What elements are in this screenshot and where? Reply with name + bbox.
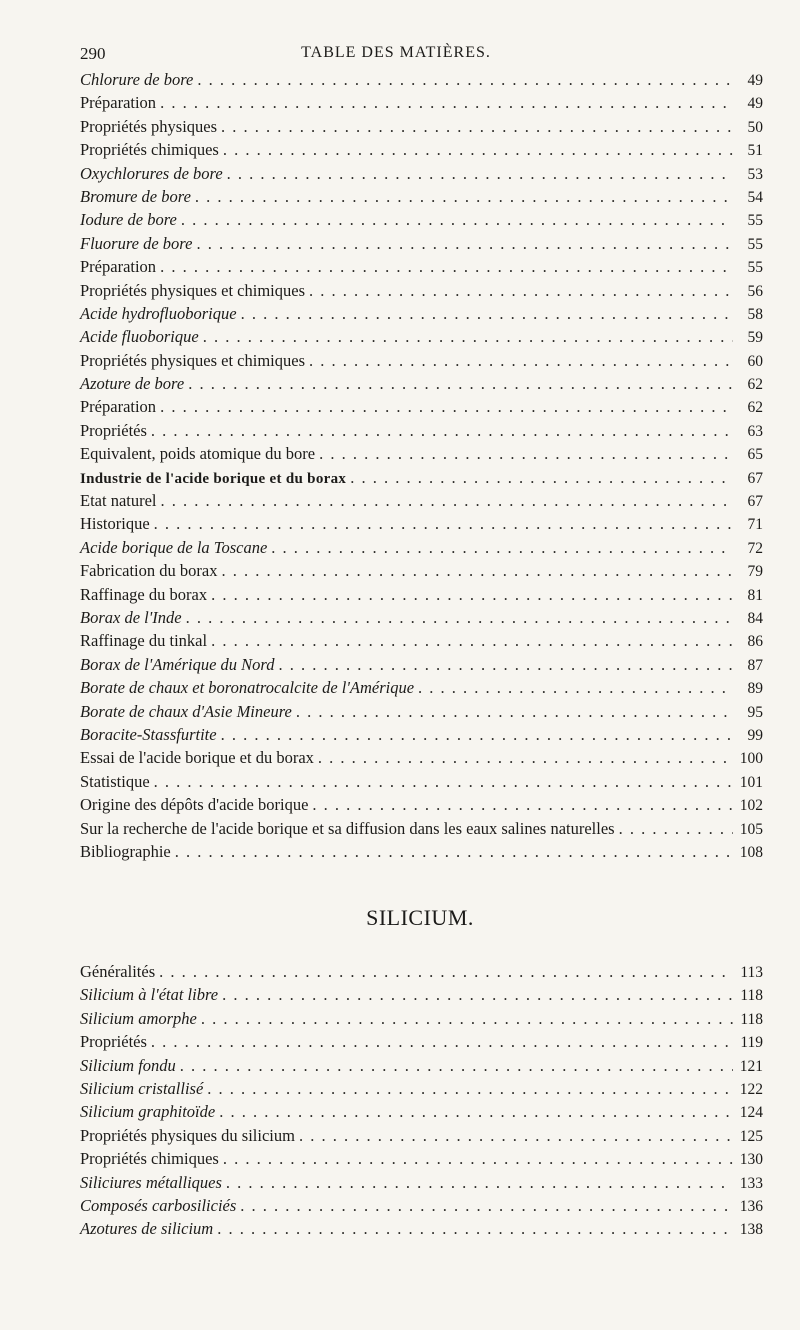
toc-entry-title: Historique xyxy=(80,514,150,534)
toc-entry xyxy=(80,1217,763,1240)
toc-entry-title: Origine des dépôts d'acide borique xyxy=(80,795,309,815)
toc-entry xyxy=(80,700,763,723)
toc-entry-title: Iodure de bore xyxy=(80,210,177,230)
toc-entry-page: 100 xyxy=(739,750,763,768)
toc-entry-page: 130 xyxy=(739,1151,763,1169)
toc-entry-title: Raffinage du tinkal xyxy=(80,631,208,651)
toc-entry-page: 119 xyxy=(740,1034,763,1052)
toc-entry-title: Silicium graphitoïde xyxy=(80,1102,216,1122)
toc-entry-title: Silicium amorphe xyxy=(80,1008,197,1028)
dot-leader xyxy=(180,1054,733,1077)
dot-leader xyxy=(221,723,733,746)
toc-entry-title: Azotures de silicium xyxy=(80,1219,214,1239)
toc-entry-page: 54 xyxy=(747,188,763,206)
dot-leader xyxy=(195,185,733,208)
dot-leader xyxy=(223,138,733,161)
section-heading-silicium: SILICIUM. xyxy=(366,905,474,930)
toc-entry xyxy=(80,419,763,442)
toc-entry xyxy=(80,489,763,512)
toc-entry-page: 108 xyxy=(739,843,763,861)
dot-leader xyxy=(299,1124,733,1147)
toc-entry-title: Statistique xyxy=(80,771,150,791)
toc-entry-title: Boracite-Stassfurtite xyxy=(80,724,217,744)
toc-entry xyxy=(80,583,763,606)
toc-entry xyxy=(80,1147,763,1170)
toc-entry xyxy=(80,770,763,793)
toc-entry-title: Fluorure de bore xyxy=(80,233,193,253)
toc-entry-title: Silicium cristallisé xyxy=(80,1078,204,1098)
dot-leader xyxy=(160,255,733,278)
toc-entry-page: 118 xyxy=(740,987,763,1005)
dot-leader xyxy=(226,1171,733,1194)
page-header xyxy=(80,44,712,68)
toc-entry xyxy=(80,255,763,278)
toc-entry-page: 118 xyxy=(740,1010,763,1028)
toc-entry-page: 71 xyxy=(747,516,763,534)
dot-leader xyxy=(197,68,733,91)
toc-entry-page: 62 xyxy=(747,399,763,417)
toc-entry xyxy=(80,279,763,302)
dot-leader xyxy=(186,606,733,629)
toc-entry-page: 99 xyxy=(747,726,763,744)
dot-leader xyxy=(151,1030,733,1053)
toc-entry-page: 55 xyxy=(747,259,763,277)
dot-leader xyxy=(241,302,733,325)
toc-entry-title: Propriétés chimiques xyxy=(80,140,219,160)
dot-leader xyxy=(181,208,733,231)
dot-leader xyxy=(217,1217,733,1240)
toc-entry-page: 125 xyxy=(739,1127,763,1145)
toc-entry xyxy=(80,840,763,863)
toc-entry-page: 63 xyxy=(747,422,763,440)
toc-entry-page: 62 xyxy=(747,376,763,394)
toc-entry-title: Silicium à l'état libre xyxy=(80,985,219,1005)
dot-leader xyxy=(160,395,733,418)
toc-entry-title: Siliciures métalliques xyxy=(80,1172,222,1192)
toc-entry-title: Borax de l'Inde xyxy=(80,607,182,627)
toc-entry-title: Equivalent, poids atomique du bore xyxy=(80,444,316,464)
toc-entry-title: Silicium fondu xyxy=(80,1055,176,1075)
toc-entry-page: 53 xyxy=(747,165,763,183)
dot-leader xyxy=(418,676,733,699)
toc-entry-title: Propriétés physiques xyxy=(80,116,218,136)
dot-leader xyxy=(207,1077,733,1100)
toc-entry-page: 55 xyxy=(747,212,763,230)
toc-entry xyxy=(80,232,763,255)
toc-entry-title: Essai de l'acide borique et du borax xyxy=(80,748,314,768)
toc-entry-title: Industrie de l'acide borique et du borax xyxy=(80,470,347,487)
dot-leader xyxy=(221,115,733,138)
toc-entry xyxy=(80,466,763,489)
dot-leader xyxy=(296,700,733,723)
toc-entry xyxy=(80,1100,763,1123)
toc-entry-page: 136 xyxy=(739,1197,763,1215)
toc-entry-page: 60 xyxy=(747,352,763,370)
toc-entry xyxy=(80,302,763,325)
toc-entry-title: Borax de l'Amérique du Nord xyxy=(80,654,275,674)
toc-entry xyxy=(80,115,763,138)
dot-leader xyxy=(203,325,733,348)
toc-entry-title: Propriétés chimiques xyxy=(80,1149,219,1169)
toc-entry-title: Propriétés xyxy=(80,1032,147,1052)
toc-entry-title: Etat naturel xyxy=(80,491,157,511)
dot-leader xyxy=(201,1007,733,1030)
toc-entry-title: Acide hydrofluoborique xyxy=(80,303,237,323)
toc-entry-page: 84 xyxy=(747,609,763,627)
toc-entry-title: Acide borique de la Toscane xyxy=(80,537,268,557)
toc-entry-page: 124 xyxy=(739,1104,763,1122)
dot-leader xyxy=(278,653,733,676)
toc-entry xyxy=(80,559,763,582)
toc-entry-title: Propriétés physiques et chimiques xyxy=(80,280,306,300)
toc-entry xyxy=(80,746,763,769)
toc-entry-page: 59 xyxy=(747,329,763,347)
dot-leader xyxy=(319,442,733,465)
toc-entry-title: Propriétés physiques et chimiques xyxy=(80,350,306,370)
dot-leader xyxy=(196,232,733,255)
toc-entry xyxy=(80,1054,763,1077)
dot-leader xyxy=(309,349,733,372)
toc-entry xyxy=(80,512,763,535)
toc-entry-title: Préparation xyxy=(80,257,157,277)
toc-entry xyxy=(80,1077,763,1100)
toc-entry-page: 121 xyxy=(739,1057,763,1075)
toc-entry-page: 58 xyxy=(747,305,763,323)
dot-leader xyxy=(211,629,733,652)
toc-entry-page: 101 xyxy=(739,773,763,791)
toc-entry-page: 72 xyxy=(747,539,763,557)
toc-entry-page: 51 xyxy=(747,142,763,160)
toc-entry xyxy=(80,793,763,816)
toc-entry xyxy=(80,138,763,161)
toc-entry-title: Bibliographie xyxy=(80,841,171,861)
dot-leader xyxy=(159,960,733,983)
dot-leader xyxy=(222,983,733,1006)
dot-leader xyxy=(151,419,733,442)
dot-leader xyxy=(160,91,733,114)
toc-entry-title: Propriétés xyxy=(80,420,147,440)
toc-entry-title: Bromure de bore xyxy=(80,186,191,206)
page-number: 290 xyxy=(80,44,106,63)
toc-entry-page: 50 xyxy=(747,118,763,136)
toc-entry xyxy=(80,162,763,185)
toc-entry-page: 81 xyxy=(747,586,763,604)
toc-entry-title: Sur la recherche de l'acide borique et sa diffusion dans les eaux salines naturelles xyxy=(80,818,615,838)
toc-entry xyxy=(80,983,763,1006)
toc-entry xyxy=(80,536,763,559)
toc-entry xyxy=(80,349,763,372)
dot-leader xyxy=(312,793,733,816)
dot-leader xyxy=(219,1100,733,1123)
toc-entry-page: 105 xyxy=(739,820,763,838)
toc-entry-page: 122 xyxy=(739,1080,763,1098)
toc-entry-page: 65 xyxy=(747,446,763,464)
toc-entry-page: 86 xyxy=(747,633,763,651)
toc-entry-title: Préparation xyxy=(80,397,157,417)
toc-entry-title: Borate de chaux et boronatrocalcite de l'Amérique xyxy=(80,678,415,698)
toc-entry-title: Préparation xyxy=(80,93,157,113)
toc-entry-title: Propriétés physiques du silicium xyxy=(80,1125,295,1145)
toc-entry-title: Composés carbosiliciés xyxy=(80,1195,237,1215)
toc-entry xyxy=(80,442,763,465)
toc-list-bore xyxy=(80,68,763,863)
toc-entry xyxy=(80,676,763,699)
toc-entry-page: 79 xyxy=(747,563,763,581)
toc-entry-page: 67 xyxy=(747,469,763,487)
toc-entry xyxy=(80,395,763,418)
toc-entry xyxy=(80,960,763,983)
toc-entry xyxy=(80,208,763,231)
toc-entry-page: 113 xyxy=(740,964,763,981)
toc-list-silicium xyxy=(80,960,763,1241)
toc-entry-page: 138 xyxy=(739,1221,763,1239)
toc-entry xyxy=(80,68,763,91)
toc-entry xyxy=(80,325,763,348)
toc-entry-page: 87 xyxy=(747,656,763,674)
dot-leader xyxy=(309,279,733,302)
toc-entry-page: 95 xyxy=(747,703,763,721)
dot-leader xyxy=(154,770,733,793)
toc-entry-page: 133 xyxy=(739,1174,763,1192)
dot-leader xyxy=(240,1194,733,1217)
dot-leader xyxy=(188,372,733,395)
toc-entry xyxy=(80,629,763,652)
toc-entry xyxy=(80,817,763,840)
toc-entry xyxy=(80,723,763,746)
dot-leader xyxy=(211,583,733,606)
dot-leader xyxy=(350,466,733,489)
toc-entry xyxy=(80,653,763,676)
dot-leader xyxy=(227,162,733,185)
running-title: TABLE DES MATIÈRES. xyxy=(301,44,491,61)
toc-entry-title: Chlorure de bore xyxy=(80,70,194,89)
toc-entry-page: 89 xyxy=(747,680,763,698)
dot-leader xyxy=(318,746,733,769)
toc-entry xyxy=(80,185,763,208)
toc-entry xyxy=(80,1124,763,1147)
toc-entry xyxy=(80,606,763,629)
toc-entry xyxy=(80,91,763,114)
toc-entry-title: Raffinage du borax xyxy=(80,584,208,604)
toc-entry-page: 102 xyxy=(739,797,763,815)
toc-entry-page: 55 xyxy=(747,235,763,253)
toc-entry xyxy=(80,1171,763,1194)
toc-entry-title: Acide fluoborique xyxy=(80,327,199,347)
toc-entry-page: 67 xyxy=(747,493,763,511)
toc-entry-page: 56 xyxy=(747,282,763,300)
dot-leader xyxy=(175,840,733,863)
toc-entry xyxy=(80,1194,763,1217)
toc-entry-title: Borate de chaux d'Asie Mineure xyxy=(80,701,292,721)
dot-leader xyxy=(619,817,733,840)
toc-entry-title: Généralités xyxy=(80,962,156,981)
dot-leader xyxy=(161,489,733,512)
toc-entry-page: 49 xyxy=(747,95,763,113)
dot-leader xyxy=(271,536,733,559)
toc-entry xyxy=(80,372,763,395)
toc-entry-title: Fabrication du borax xyxy=(80,561,218,581)
dot-leader xyxy=(223,1147,733,1170)
toc-entry-title: Azoture de bore xyxy=(80,374,185,394)
toc-entry-page: 49 xyxy=(747,72,763,89)
dot-leader xyxy=(221,559,733,582)
toc-entry xyxy=(80,1007,763,1030)
toc-entry xyxy=(80,1030,763,1053)
toc-entry-title: Oxychlorures de bore xyxy=(80,163,223,183)
dot-leader xyxy=(154,512,733,535)
